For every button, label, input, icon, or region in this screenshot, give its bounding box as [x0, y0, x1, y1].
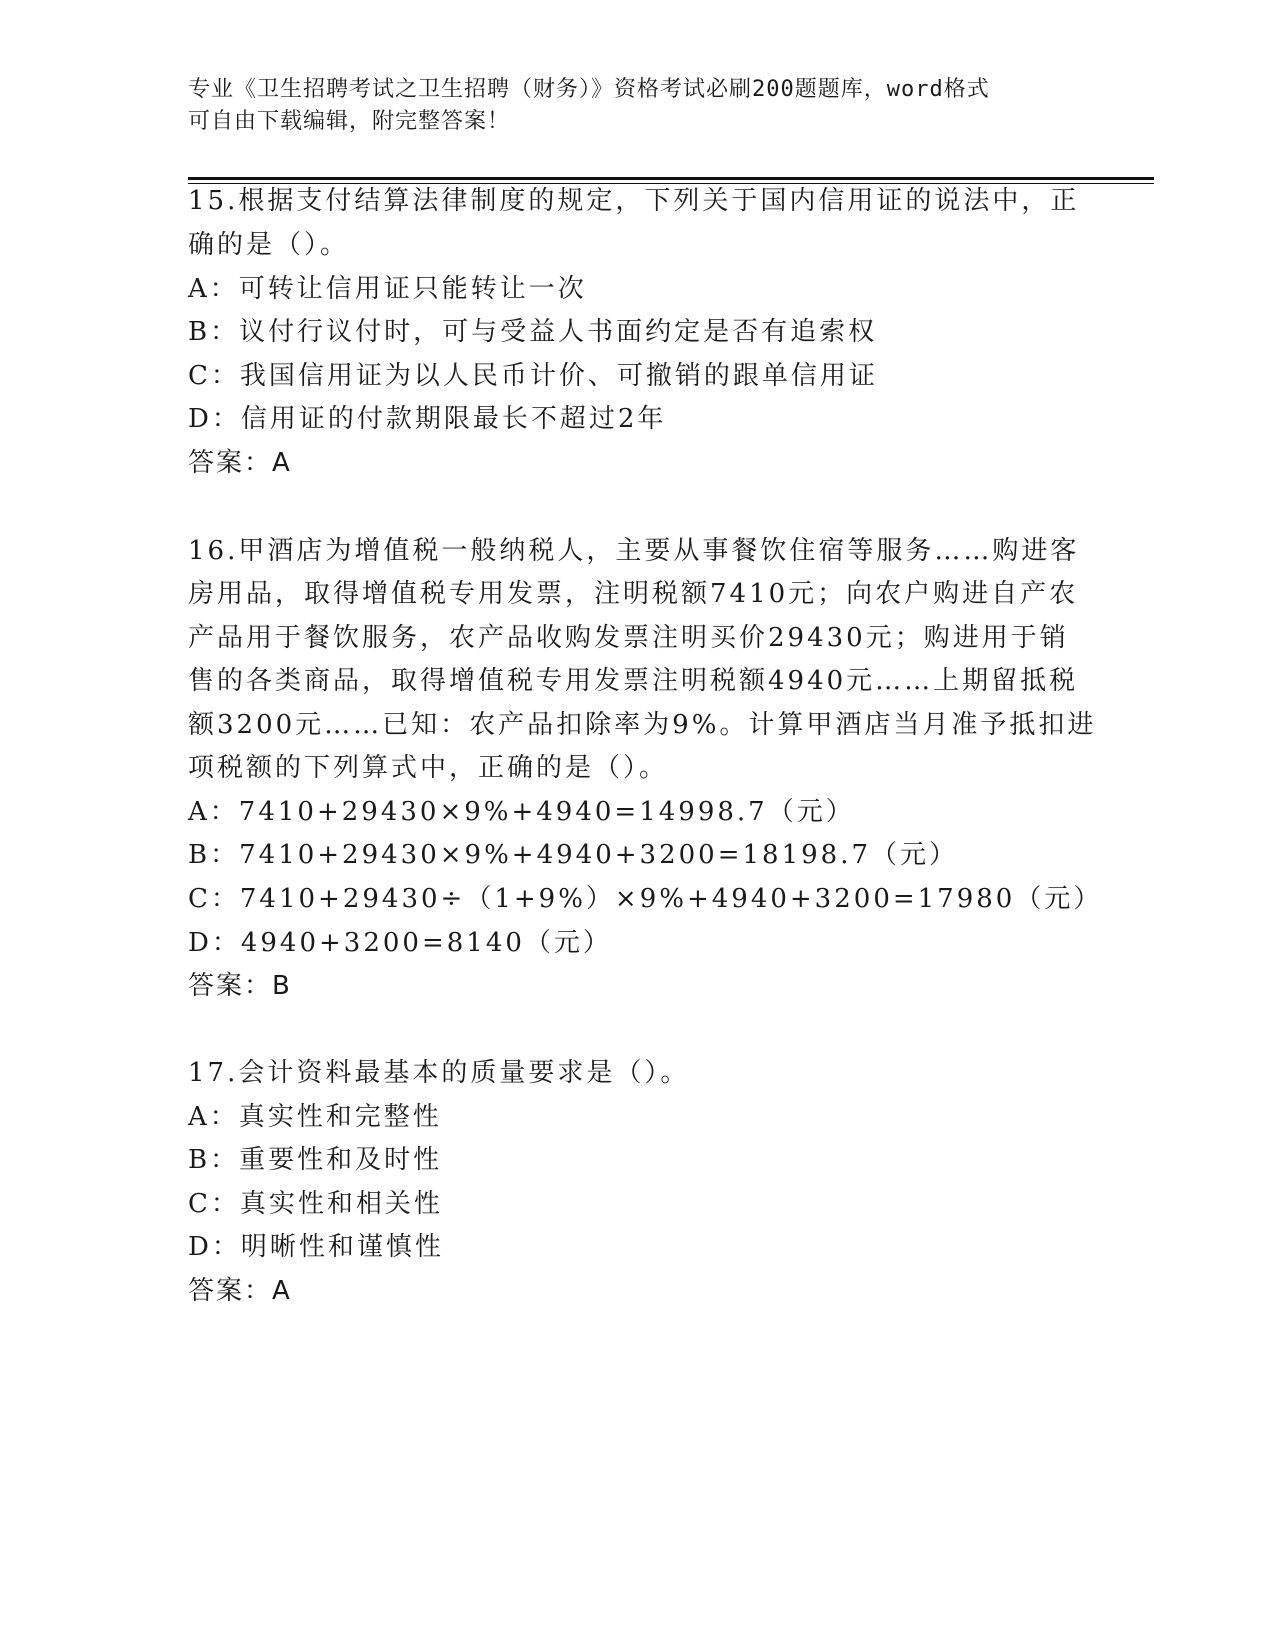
question-stem-line: 额3200元……已知：农产品扣除率为9%。计算甲酒店当月准予抵扣进: [188, 710, 1097, 740]
question-stem-line: 17.会计资料最基本的质量要求是（）。: [188, 1058, 690, 1088]
question-stem-line: 16.甲酒店为增值税一般纳税人，主要从事餐饮住宿等服务……购进客: [188, 536, 1080, 566]
header-line-1: 专业《卫生招聘考试之卫生招聘（财务）》资格考试必刷200题题库，word格式: [188, 77, 990, 102]
option-a: A：真实性和完整性: [188, 1102, 442, 1132]
answer-label: 答案：B: [188, 971, 292, 1001]
option-d: D：4940+3200=8140（元）: [188, 928, 612, 958]
option-d: D：信用证的付款期限最长不超过2年: [188, 404, 667, 434]
option-b: B：议付行议付时，可与受益人书面约定是否有追索权: [188, 317, 878, 347]
answer-label: 答案：A: [188, 1276, 292, 1306]
question-stem-line: 房用品，取得增值税专用发票，注明税额7410元；向农户购进自产农: [188, 579, 1079, 609]
question-stem-line: 产品用于餐饮服务，农产品收购发票注明买价29430元；购进用于销: [188, 623, 1069, 653]
option-c: C：7410+29430÷（1+9%）×9%+4940+3200=17980（元）: [188, 884, 1103, 914]
option-a: A：可转让信用证只能转让一次: [188, 274, 587, 304]
question-stem-line: 确的是（）。: [188, 230, 350, 260]
option-b: B：重要性和及时性: [188, 1145, 443, 1175]
option-b: B：7410+29430×9%+4940+3200=18198.7（元）: [188, 840, 959, 870]
option-c: C：我国信用证为以人民币计价、可撤销的跟单信用证: [188, 361, 878, 391]
question-stem-line: 项税额的下列算式中，正确的是（）。: [188, 753, 669, 783]
question-stem-line: 15.根据支付结算法律制度的规定，下列关于国内信用证的说法中，正: [188, 186, 1080, 216]
question-stem-line: 售的各类商品，取得增值税专用发票注明税额4940元……上期留抵税: [188, 666, 1079, 696]
option-c: C：真实性和相关性: [188, 1189, 443, 1219]
document-header: [188, 74, 1088, 138]
option-d: D：明晰性和谨慎性: [188, 1232, 444, 1262]
answer-label: 答案：A: [188, 448, 292, 478]
header-divider-thick: [188, 177, 1154, 180]
header-line-2: 可自由下载编辑，附完整答案！: [188, 109, 511, 134]
option-a: A：7410+29430×9%+4940=14998.7（元）: [188, 797, 855, 827]
